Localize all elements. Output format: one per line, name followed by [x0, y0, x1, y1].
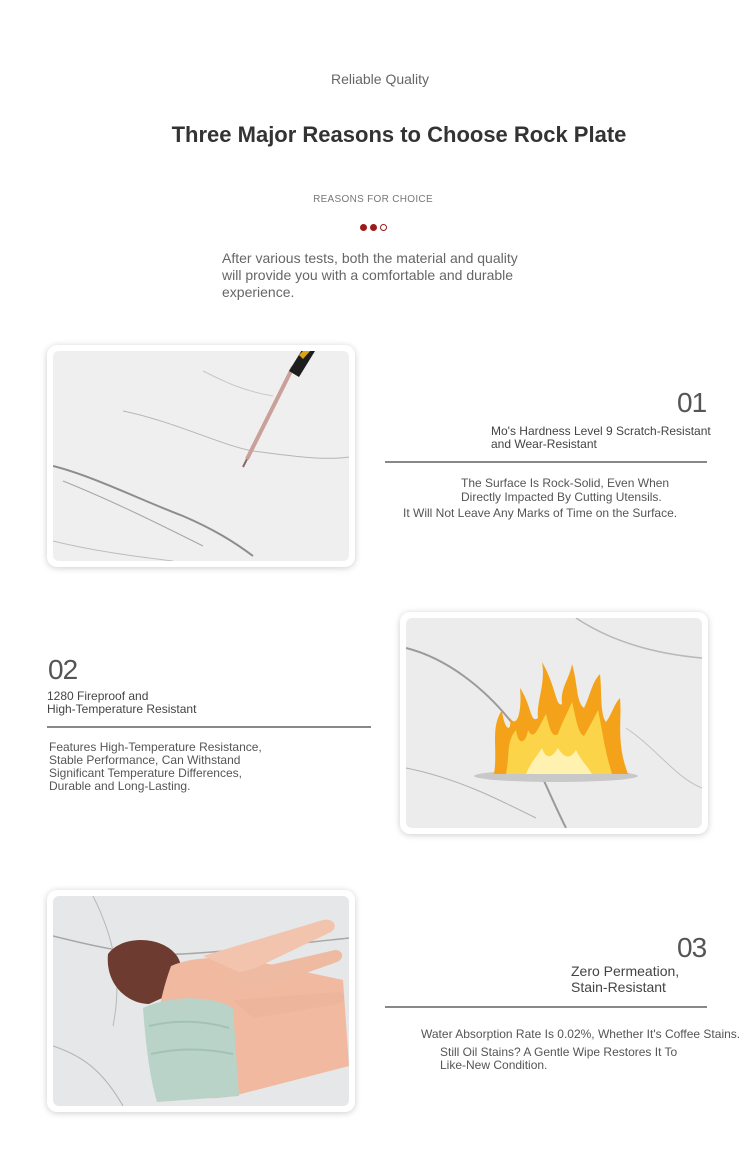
- feature-1-desc-line: The Surface Is Rock-Solid, Even When: [461, 476, 670, 490]
- stain-test-photo: [47, 890, 355, 1112]
- feature-2-number: 02: [48, 654, 78, 685]
- feature-1-note: It Will Not Leave Any Marks of Time on the Surface.: [403, 506, 678, 520]
- feature-3-title-line: Stain-Resistant: [571, 979, 666, 995]
- page-title: Three Major Reasons to Choose Rock Plate: [171, 122, 627, 147]
- feature-1-title-line: Mo's Hardness Level 9 Scratch-Resistant: [491, 424, 711, 438]
- feature-2-title: [47, 690, 247, 716]
- divider-line: [385, 1006, 707, 1008]
- feature-1-number: 01: [677, 387, 707, 418]
- divider-line: [385, 461, 707, 463]
- feature-3-description: [440, 1046, 720, 1072]
- dot-filled: [370, 224, 377, 231]
- section-subtitle: REASONS FOR CHOICE: [313, 194, 433, 205]
- feature-2-title-line: High-Temperature Resistant: [47, 702, 197, 716]
- feature-1-title-line: and Wear-Resistant: [491, 437, 597, 451]
- feature-3-title: [571, 963, 731, 995]
- feature-2-desc-line: Features High-Temperature Resistance,: [49, 740, 262, 754]
- feature-3-desc-line: Like-New Condition.: [440, 1058, 548, 1072]
- scratch-test-photo: [47, 345, 355, 567]
- dot-filled: [360, 224, 367, 231]
- pagination-dots: [360, 224, 387, 234]
- fire-test-photo: [400, 612, 708, 834]
- feature-3-note: Water Absorption Rate Is 0.02%, Whether It's Coffee Stains.: [421, 1027, 741, 1041]
- feature-2-desc-line: Durable and Long-Lasting.: [49, 779, 191, 793]
- divider-line: [47, 726, 371, 728]
- dot-outline: [380, 224, 387, 231]
- feature-3-number: 03: [677, 932, 707, 963]
- feature-2-desc-line: Stable Performance, Can Withstand: [49, 753, 241, 767]
- feature-1-desc-line: Directly Impacted By Cutting Utensils.: [461, 490, 662, 504]
- feature-3-title-line: Zero Permeation,: [571, 963, 680, 979]
- feature-2-desc-line: Significant Temperature Differences,: [49, 766, 242, 780]
- intro-text: After various tests, both the material and quality will provide you with a comfortable and durable experience.: [222, 250, 518, 300]
- feature-2-description: [49, 741, 279, 793]
- section-kicker: Reliable Quality: [330, 71, 430, 87]
- feature-1-description: [461, 476, 711, 504]
- feature-1-title: [491, 425, 726, 451]
- feature-2-title-line: 1280 Fireproof and: [47, 689, 149, 703]
- feature-3-desc-line: Still Oil Stains? A Gentle Wipe Restores It To: [440, 1045, 678, 1059]
